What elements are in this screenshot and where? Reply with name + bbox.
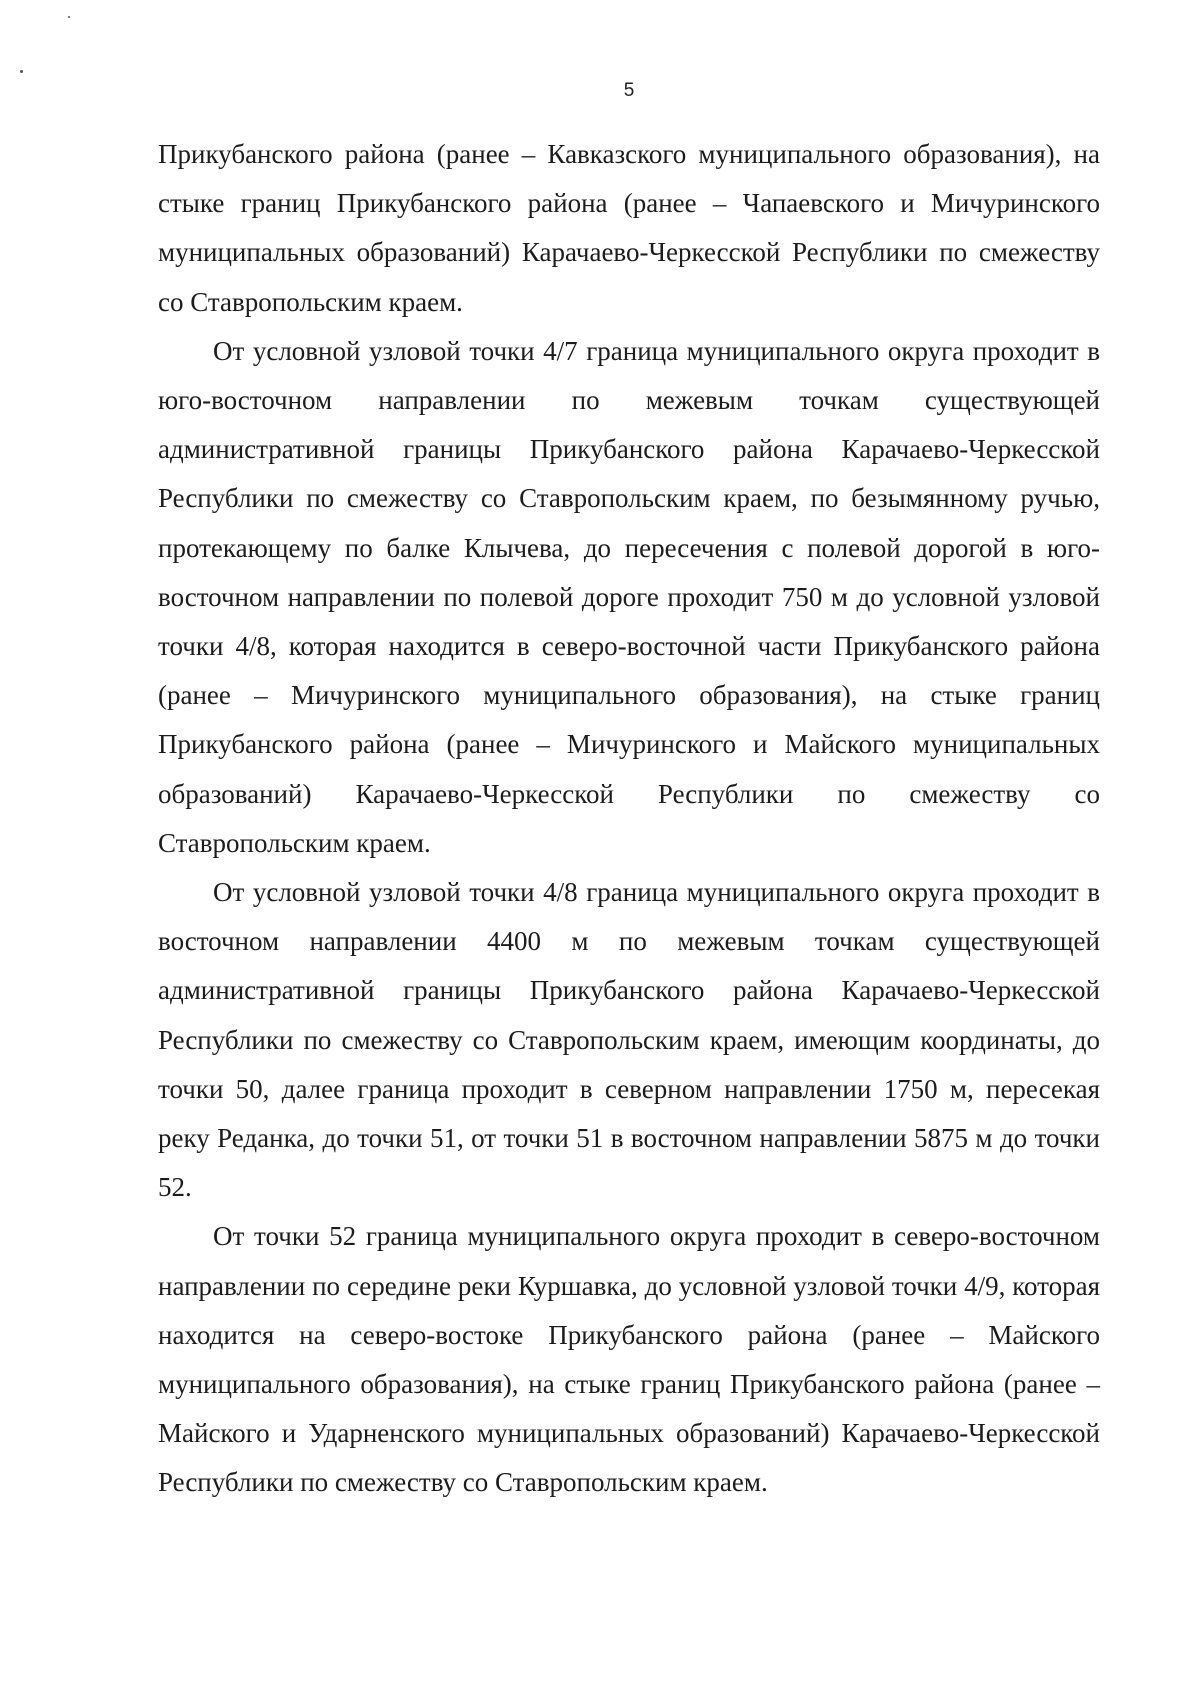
paragraph-2: От условной узловой точки 4/7 граница муниципального округа проходит в юго-восточном направлении по межевым точкам существующей административной границы Прикубанского района Карачаево-Черкесской Республики по смежеству со Ставропольским краем, по безымянному ручью, протекающему по балке Клычева, до пересечения с полевой дорогой в юго-восточном направлении по полевой дороге проходит 750 м до условной узловой точки 4/8, которая находится в северо-восточной части Прикубанского района (ранее – Мичуринского муниципального образования), на стыке границ Прикубанского района (ранее – Мичуринского и Майского муниципальных образований) Карачаево-Черкесской Республики по смежеству со Ставропольским краем. <box>158 335 1100 858</box>
document-body <box>158 130 1100 1508</box>
scan-speck <box>20 70 23 73</box>
paragraph-3: От условной узловой точки 4/8 граница муниципального округа проходит в восточном направлении 4400 м по межевым точкам существующей административной границы Прикубанского района Карачаево-Черкесской Республики по смежеству со Ставропольским краем, имеющим координаты, до точки 50, далее граница проходит в северном направлении 1750 м, пересекая реку Реданка, до точки 51, от точки 51 в восточном направлении 5875 м до точки 52. <box>158 877 1100 1203</box>
paragraph-4: От точки 52 граница муниципального округа проходит в северо-восточном направлении по середине реки Куршавка, до условной узловой точки 4/9, которая находится на северо-востоке Прикубанского района (ранее – Майского муниципального образования), на стыке границ Прикубанского района (ранее – Майского и Ударненского муниципальных образований) Карачаево-Черкесской Республики по смежеству со Ставропольским краем. <box>158 1221 1100 1498</box>
scan-speck <box>68 16 70 18</box>
page-number: 5 <box>623 80 635 101</box>
paragraph-1: Прикубанского района (ранее – Кавказского муниципального образования), на стыке границ Прикубанского района (ранее – Чапаевского и Мичуринского муниципальных образований) Карачаево-Черкесской Республики по смежеству со Ставропольским краем. <box>158 139 1100 317</box>
